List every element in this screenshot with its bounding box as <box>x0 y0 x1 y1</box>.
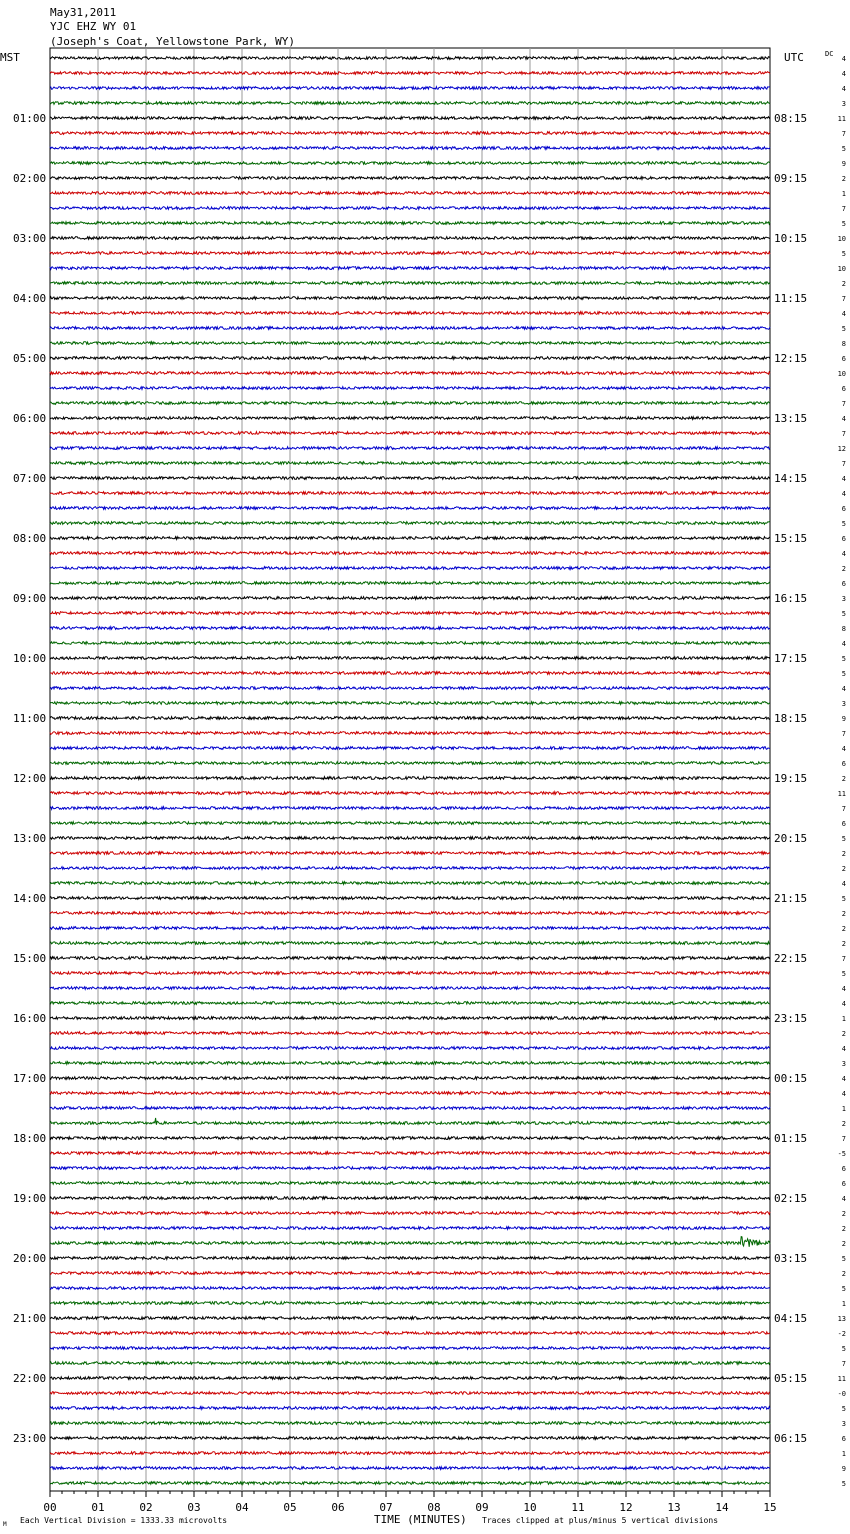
left-hour-label: 07:00 <box>13 472 47 485</box>
trace-row-13 <box>50 252 770 255</box>
dc-offset-column <box>838 55 846 1488</box>
station-location: (Joseph's Coat, Yellowstone Park, WY) <box>50 35 296 48</box>
dc-offset-value: 2 <box>841 175 846 183</box>
dc-offset-value: 6 <box>841 760 846 768</box>
trace-row-35 <box>50 582 770 585</box>
trace-row-81 <box>50 1272 770 1275</box>
right-hour-label: 23:15 <box>774 1012 808 1025</box>
x-tick-label: 09 <box>475 1501 489 1514</box>
dc-offset-value: 6 <box>841 1435 846 1443</box>
dc-offset-value: 5 <box>841 1345 846 1353</box>
dc-offset-value: 4 <box>841 85 846 93</box>
trace-row-3 <box>50 102 770 105</box>
x-tick-label: 12 <box>619 1501 633 1514</box>
trace-row-8 <box>50 177 770 180</box>
trace-row-82 <box>50 1287 770 1290</box>
trace-row-2 <box>50 87 770 90</box>
right-hour-label: 04:15 <box>774 1312 808 1325</box>
dc-offset-value: 4 <box>841 415 846 423</box>
trace-row-51 <box>50 822 770 825</box>
dc-offset-value: 5 <box>841 895 846 903</box>
dc-offset-value: 5 <box>841 1480 846 1488</box>
x-tick-label: 01 <box>91 1501 105 1514</box>
trace-row-12 <box>50 237 770 240</box>
dc-offset-value: 7 <box>841 955 846 963</box>
dc-offset-value: 5 <box>841 970 846 978</box>
dc-offset-value: 11 <box>837 1375 846 1383</box>
left-timezone-label: MST <box>0 51 20 64</box>
dc-offset-value: 2 <box>841 1120 846 1128</box>
trace-row-53 <box>50 852 770 855</box>
dc-offset-value: 7 <box>841 1135 846 1143</box>
dc-offset-value: 12 <box>837 445 846 453</box>
right-hour-label: 17:15 <box>774 652 808 665</box>
trace-row-38 <box>50 627 770 630</box>
dc-offset-value: 3 <box>841 700 846 708</box>
dc-offset-value: 4 <box>841 55 846 63</box>
dc-offset-value: 4 <box>841 745 846 753</box>
right-hour-label: 18:15 <box>774 712 808 725</box>
dc-offset-value: 1 <box>841 1300 846 1308</box>
x-tick-label: 08 <box>427 1501 441 1514</box>
x-tick-label: 13 <box>667 1501 681 1514</box>
right-hour-label: 20:15 <box>774 832 808 845</box>
left-hour-label: 17:00 <box>13 1072 47 1085</box>
dc-offset-value: 6 <box>841 535 846 543</box>
dc-offset-value: 10 <box>837 370 846 378</box>
dc-offset-value: 2 <box>841 1030 846 1038</box>
dc-offset-value: 5 <box>841 1285 846 1293</box>
dc-offset-value: 9 <box>841 1465 846 1473</box>
trace-row-89 <box>50 1392 770 1395</box>
x-tick-label: 15 <box>763 1501 777 1514</box>
trace-row-73 <box>50 1152 770 1155</box>
dc-offset-value: 2 <box>841 910 846 918</box>
left-hour-label: 21:00 <box>13 1312 47 1325</box>
trace-row-24 <box>50 417 770 420</box>
x-tick-label: 05 <box>283 1501 297 1514</box>
dc-offset-value: 1 <box>841 190 846 198</box>
dc-offset-value: 4 <box>841 1075 846 1083</box>
left-hour-label: 10:00 <box>13 652 47 665</box>
right-timezone-label: UTC <box>784 51 804 64</box>
trace-row-43 <box>50 702 770 705</box>
left-hour-label: 04:00 <box>13 292 47 305</box>
trace-row-29 <box>50 492 770 495</box>
dc-offset-value: 4 <box>841 640 846 648</box>
trace-row-94 <box>50 1467 770 1470</box>
dc-offset-value: 2 <box>841 565 846 573</box>
left-hour-label: 19:00 <box>13 1192 47 1205</box>
trace-row-11 <box>50 222 770 225</box>
dc-offset-value: 4 <box>841 685 846 693</box>
left-hour-label: 05:00 <box>13 352 47 365</box>
left-hour-label: 12:00 <box>13 772 47 785</box>
right-hour-label: 03:15 <box>774 1252 808 1265</box>
seismogram-traces <box>50 57 770 1485</box>
left-hour-label: 08:00 <box>13 532 47 545</box>
minute-grid <box>50 48 770 1491</box>
trace-row-6 <box>50 147 770 150</box>
trace-row-49 <box>50 792 770 795</box>
trace-row-76 <box>50 1197 770 1200</box>
right-hour-label: 15:15 <box>774 532 808 545</box>
dc-offset-value: 11 <box>837 790 846 798</box>
x-tick-label: 03 <box>187 1501 201 1514</box>
x-tick-label: 11 <box>571 1501 585 1514</box>
trace-row-25 <box>50 432 770 435</box>
dc-offset-value: 7 <box>841 805 846 813</box>
dc-offset-value: 7 <box>841 460 846 468</box>
trace-row-56 <box>50 897 770 900</box>
dc-offset-value: 8 <box>841 625 846 633</box>
x-tick-label: 02 <box>139 1501 153 1514</box>
right-hour-label: 14:15 <box>774 472 808 485</box>
dc-offset-value: 5 <box>841 220 846 228</box>
dc-offset-value: 4 <box>841 985 846 993</box>
trace-row-0 <box>50 57 770 60</box>
trace-row-68 <box>50 1077 770 1080</box>
dc-offset-value: -2 <box>837 1330 846 1338</box>
trace-row-84 <box>50 1317 770 1320</box>
left-hour-label: 18:00 <box>13 1132 47 1145</box>
dc-offset-value: 10 <box>837 265 846 273</box>
dc-offset-value: 6 <box>841 820 846 828</box>
dc-offset-value: 7 <box>841 1360 846 1368</box>
trace-row-37 <box>50 612 770 615</box>
dc-offset-value: 3 <box>841 1420 846 1428</box>
trace-row-65 <box>50 1032 770 1035</box>
trace-row-40 <box>50 657 770 660</box>
x-tick-label: 10 <box>523 1501 537 1514</box>
trace-row-95 <box>50 1482 770 1485</box>
dc-offset-value: 6 <box>841 580 846 588</box>
dc-offset-value: 2 <box>841 940 846 948</box>
trace-row-80 <box>50 1257 770 1260</box>
x-tick-label: 04 <box>235 1501 249 1514</box>
trace-row-50 <box>50 807 770 810</box>
trace-row-92 <box>50 1437 770 1440</box>
x-axis <box>43 1491 776 1514</box>
trace-row-57 <box>50 912 770 915</box>
plot-date: May31,2011 <box>50 6 117 19</box>
trace-row-4 <box>50 117 770 120</box>
trace-row-17 <box>50 312 770 315</box>
trace-row-47 <box>50 762 770 765</box>
trace-row-7 <box>50 162 770 165</box>
x-axis-title: TIME (MINUTES) <box>374 1513 467 1526</box>
left-hour-label: 03:00 <box>13 232 47 245</box>
corner-mark: M <box>3 1521 7 1528</box>
trace-row-66 <box>50 1047 770 1050</box>
dc-offset-value: 3 <box>841 100 846 108</box>
trace-row-9 <box>50 192 770 195</box>
trace-row-48 <box>50 777 770 780</box>
x-tick-label: 14 <box>715 1501 729 1514</box>
trace-row-46 <box>50 747 770 750</box>
trace-row-64 <box>50 1017 770 1020</box>
dc-offset-value: 5 <box>841 610 846 618</box>
dc-offset-value: 3 <box>841 1060 846 1068</box>
left-hour-label: 02:00 <box>13 172 47 185</box>
trace-row-26 <box>50 447 770 450</box>
trace-row-55 <box>50 882 770 885</box>
trace-row-86 <box>50 1347 770 1350</box>
dc-offset-value: 4 <box>841 1195 846 1203</box>
dc-offset-value: 4 <box>841 70 846 78</box>
right-hour-label: 09:15 <box>774 172 808 185</box>
dc-offset-value: 2 <box>841 1270 846 1278</box>
trace-row-10 <box>50 207 770 210</box>
trace-row-44 <box>50 717 770 720</box>
dc-offset-header: DC <box>825 50 834 58</box>
trace-row-28 <box>50 477 770 480</box>
right-hour-label: 13:15 <box>774 412 808 425</box>
dc-offset-value: 1 <box>841 1105 846 1113</box>
trace-row-88 <box>50 1377 770 1380</box>
dc-offset-value: 5 <box>841 325 846 333</box>
dc-offset-value: 7 <box>841 295 846 303</box>
trace-row-87 <box>50 1362 770 1365</box>
trace-row-85 <box>50 1332 770 1335</box>
trace-row-90 <box>50 1407 770 1410</box>
right-hour-label: 10:15 <box>774 232 808 245</box>
dc-offset-value: 1 <box>841 1450 846 1458</box>
clip-note: Traces clipped at plus/minus 5 vertical divisions <box>482 1516 719 1525</box>
left-hour-label: 06:00 <box>13 412 47 425</box>
trace-row-19 <box>50 342 770 345</box>
trace-row-71 <box>50 1118 770 1125</box>
station-code: YJC EHZ WY 01 <box>50 20 137 33</box>
dc-offset-value: 4 <box>841 490 846 498</box>
left-hour-label: 14:00 <box>13 892 47 905</box>
trace-row-69 <box>50 1092 770 1095</box>
trace-row-22 <box>50 387 770 390</box>
left-hour-label: 16:00 <box>13 1012 47 1025</box>
left-hour-labels <box>13 112 46 1445</box>
trace-row-31 <box>50 522 770 525</box>
dc-offset-value: 4 <box>841 1090 846 1098</box>
trace-row-83 <box>50 1302 770 1305</box>
right-hour-label: 19:15 <box>774 772 808 785</box>
dc-offset-value: 5 <box>841 1255 846 1263</box>
right-hour-label: 21:15 <box>774 892 808 905</box>
dc-offset-value: 7 <box>841 430 846 438</box>
scale-note: Each Vertical Division = 1333.33 microvolts <box>20 1516 228 1525</box>
dc-offset-value: 4 <box>841 475 846 483</box>
dc-offset-value: 6 <box>841 505 846 513</box>
dc-offset-value: 3 <box>841 595 846 603</box>
x-tick-label: 00 <box>43 1501 57 1514</box>
dc-offset-value: 13 <box>837 1315 846 1323</box>
trace-row-14 <box>50 267 770 270</box>
trace-row-16 <box>50 297 770 300</box>
trace-row-42 <box>50 687 770 690</box>
dc-offset-value: 4 <box>841 1000 846 1008</box>
right-hour-labels <box>774 112 807 1445</box>
dc-offset-value: 5 <box>841 250 846 258</box>
trace-row-70 <box>50 1107 770 1110</box>
dc-offset-value: 5 <box>841 655 846 663</box>
trace-row-45 <box>50 732 770 735</box>
right-hour-label: 22:15 <box>774 952 808 965</box>
trace-row-33 <box>50 552 770 555</box>
trace-row-32 <box>50 537 770 540</box>
dc-offset-value: 2 <box>841 280 846 288</box>
trace-row-67 <box>50 1062 770 1065</box>
dc-offset-value: 6 <box>841 1180 846 1188</box>
dc-offset-value: 2 <box>841 1225 846 1233</box>
dc-offset-value: 9 <box>841 715 846 723</box>
left-hour-label: 22:00 <box>13 1372 47 1385</box>
trace-row-20 <box>50 357 770 360</box>
trace-row-59 <box>50 942 770 945</box>
trace-row-54 <box>50 867 770 870</box>
dc-offset-value: 2 <box>841 1210 846 1218</box>
dc-offset-value: 2 <box>841 850 846 858</box>
dc-offset-value: 4 <box>841 880 846 888</box>
right-hour-label: 05:15 <box>774 1372 808 1385</box>
dc-offset-value: 8 <box>841 340 846 348</box>
trace-row-15 <box>50 282 770 285</box>
trace-row-62 <box>50 987 770 990</box>
left-hour-label: 09:00 <box>13 592 47 605</box>
trace-row-63 <box>50 1002 770 1005</box>
dc-offset-value: -0 <box>837 1390 846 1398</box>
trace-row-27 <box>50 462 770 465</box>
left-hour-label: 11:00 <box>13 712 47 725</box>
trace-row-77 <box>50 1212 770 1215</box>
left-hour-label: 15:00 <box>13 952 47 965</box>
trace-row-74 <box>50 1167 770 1170</box>
trace-row-5 <box>50 132 770 135</box>
trace-row-60 <box>50 957 770 960</box>
dc-offset-value: 10 <box>837 235 846 243</box>
dc-offset-value: 5 <box>841 835 846 843</box>
trace-row-61 <box>50 972 770 975</box>
right-hour-label: 01:15 <box>774 1132 808 1145</box>
dc-offset-value: 4 <box>841 1045 846 1053</box>
right-hour-label: 06:15 <box>774 1432 808 1445</box>
trace-row-21 <box>50 372 770 375</box>
trace-row-79 <box>50 1237 770 1247</box>
dc-offset-value: 7 <box>841 400 846 408</box>
dc-offset-value: 2 <box>841 775 846 783</box>
trace-row-1 <box>50 72 770 75</box>
left-hour-label: 20:00 <box>13 1252 47 1265</box>
trace-row-52 <box>50 837 770 840</box>
left-hour-label: 01:00 <box>13 112 47 125</box>
trace-row-23 <box>50 402 770 405</box>
dc-offset-value: 11 <box>837 115 846 123</box>
right-hour-label: 02:15 <box>774 1192 808 1205</box>
dc-offset-value: 7 <box>841 130 846 138</box>
plot-frame <box>50 48 770 1491</box>
trace-row-93 <box>50 1452 770 1455</box>
dc-offset-value: 7 <box>841 730 846 738</box>
dc-offset-value: 2 <box>841 925 846 933</box>
x-tick-label: 06 <box>331 1501 345 1514</box>
trace-row-72 <box>50 1137 770 1140</box>
dc-offset-value: 4 <box>841 310 846 318</box>
dc-offset-value: 5 <box>841 520 846 528</box>
dc-offset-value: 6 <box>841 1165 846 1173</box>
trace-row-41 <box>50 672 770 675</box>
dc-offset-value: 2 <box>841 865 846 873</box>
dc-offset-value: 5 <box>841 145 846 153</box>
trace-row-39 <box>50 642 770 645</box>
right-hour-label: 00:15 <box>774 1072 808 1085</box>
right-hour-label: 08:15 <box>774 112 808 125</box>
dc-offset-value: 6 <box>841 385 846 393</box>
trace-row-91 <box>50 1422 770 1425</box>
left-hour-label: 23:00 <box>13 1432 47 1445</box>
trace-row-30 <box>50 507 770 510</box>
dc-offset-value: 5 <box>841 670 846 678</box>
trace-row-36 <box>50 597 770 600</box>
trace-row-78 <box>50 1227 770 1230</box>
right-hour-label: 16:15 <box>774 592 808 605</box>
trace-row-18 <box>50 327 770 330</box>
dc-offset-value: 1 <box>841 1015 846 1023</box>
dc-offset-value: 9 <box>841 160 846 168</box>
trace-row-58 <box>50 927 770 930</box>
right-hour-label: 12:15 <box>774 352 808 365</box>
dc-offset-value: 2 <box>841 1240 846 1248</box>
dc-offset-value: 6 <box>841 355 846 363</box>
right-hour-label: 11:15 <box>774 292 808 305</box>
left-hour-label: 13:00 <box>13 832 47 845</box>
dc-offset-value: 4 <box>841 550 846 558</box>
x-tick-label: 07 <box>379 1501 393 1514</box>
dc-offset-value: 7 <box>841 205 846 213</box>
trace-row-75 <box>50 1182 770 1185</box>
dc-offset-value: -5 <box>837 1150 846 1158</box>
trace-row-34 <box>50 567 770 570</box>
dc-offset-value: 5 <box>841 1405 846 1413</box>
